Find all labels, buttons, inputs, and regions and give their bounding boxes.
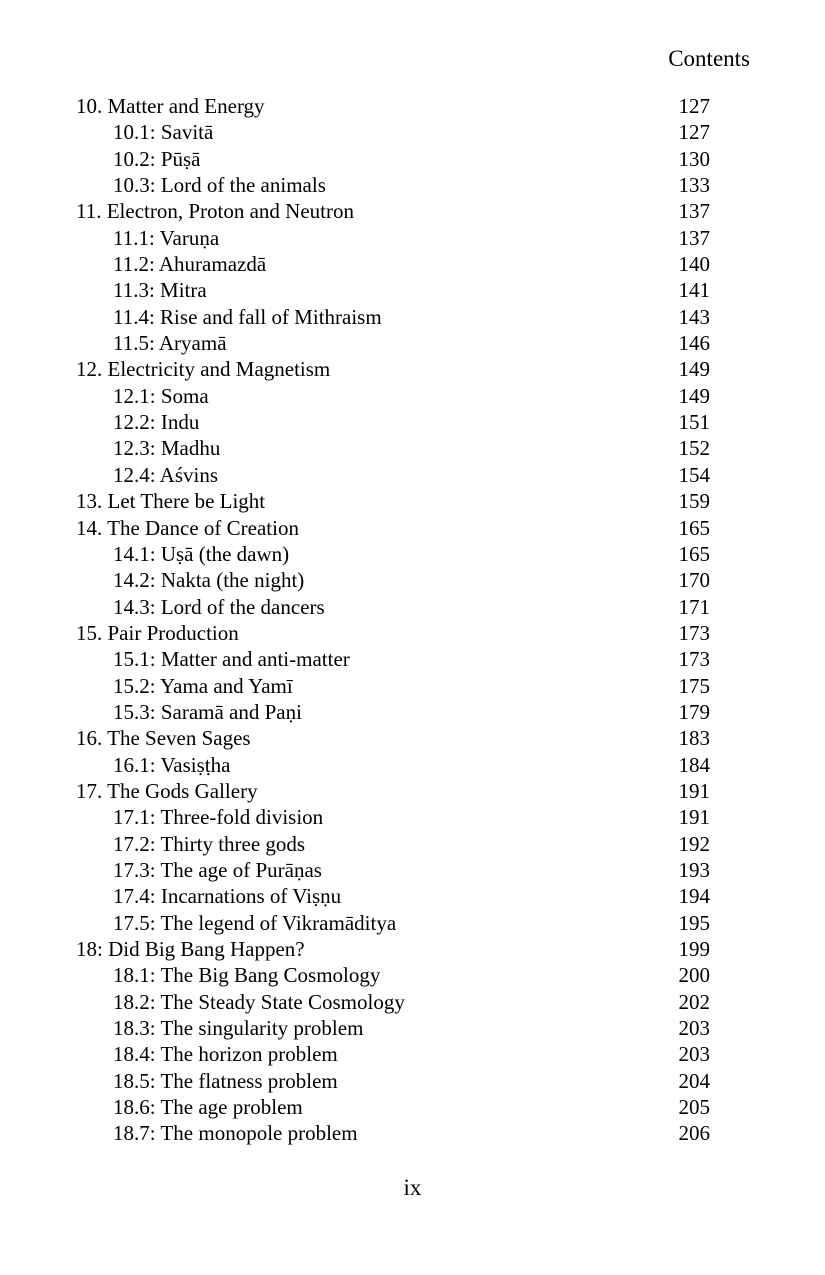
toc-entry-page-number: 175 (678, 673, 710, 698)
toc-section-entry (76, 435, 710, 461)
toc-entry-title: 15.1: Matter and anti-matter (113, 647, 350, 672)
toc-section-entry (76, 646, 710, 672)
toc-chapter-entry (76, 356, 710, 382)
toc-entry-title: 12.1: Soma (113, 383, 209, 408)
toc-section-entry (76, 567, 710, 593)
toc-entry-page-number: 184 (678, 752, 710, 777)
toc-entry-page-number: 204 (678, 1068, 710, 1093)
toc-entry-title: 11.2: Ahuramazdā (113, 252, 267, 277)
toc-entry-title: 11.4: Rise and fall of Mithraism (113, 304, 382, 329)
toc-entry-page-number: 165 (678, 515, 710, 540)
toc-entry-page-number: 170 (678, 568, 710, 593)
toc-section-entry (76, 673, 710, 699)
toc-entry-page-number: 149 (678, 357, 710, 382)
toc-entry-title: 12.4: Aśvins (113, 462, 219, 487)
toc-entry-title: 10.1: Savitā (113, 120, 214, 145)
toc-entry-page-number: 205 (678, 1095, 710, 1120)
toc-section-entry (76, 119, 710, 145)
toc-entry-title: 18.7: The monopole problem (113, 1121, 358, 1146)
toc-entry-page-number: 159 (678, 489, 710, 514)
toc-section-entry (76, 383, 710, 409)
running-head: Contents (668, 46, 750, 71)
toc-section-entry (76, 225, 710, 251)
toc-section-entry (76, 883, 710, 909)
toc-entry-title: 17.3: The age of Purāṇas (113, 857, 322, 882)
toc-chapter-entry (76, 620, 710, 646)
toc-chapter-entry (76, 488, 710, 514)
toc-entry-page-number: 141 (678, 278, 710, 303)
toc-entry-title: 16.1: Vasiṣṭha (113, 752, 231, 777)
toc-section-entry (76, 277, 710, 303)
toc-section-entry (76, 962, 710, 988)
toc-entry-page-number: 127 (678, 120, 710, 145)
toc-entry-page-number: 130 (678, 146, 710, 171)
toc-entry-page-number: 151 (678, 410, 710, 435)
toc-section-entry (76, 1120, 710, 1146)
toc-entry-title: 18.6: The age problem (113, 1095, 303, 1120)
toc-entry-title: 18.2: The Steady State Cosmology (113, 989, 405, 1014)
toc-chapter-entry (76, 198, 710, 224)
toc-entry-page-number: 154 (678, 462, 710, 487)
toc-chapter-entry (76, 725, 710, 751)
toc-section-entry (76, 699, 710, 725)
toc-entry-page-number: 127 (678, 94, 710, 118)
toc-section-entry (76, 1015, 710, 1041)
toc-entry-page-number: 199 (678, 937, 710, 961)
toc-entry-title: 11.3: Mitra (113, 278, 207, 303)
toc-entry-page-number: 191 (678, 778, 710, 803)
table-of-contents (76, 93, 710, 1147)
toc-section-entry (76, 989, 710, 1015)
toc-entry-page-number: 140 (678, 252, 710, 277)
toc-entry-title: 11.5: Aryamā (113, 331, 227, 356)
toc-entry-page-number: 192 (678, 831, 710, 856)
toc-entry-title: 17. The Gods Gallery (76, 778, 258, 803)
toc-entry-title: 18.1: The Big Bang Cosmology (113, 963, 381, 988)
toc-entry-title: 14.1: Uṣā (the dawn) (113, 541, 290, 566)
toc-entry-title: 17.5: The legend of Vikramāditya (113, 910, 397, 935)
toc-entry-page-number: 203 (678, 1042, 710, 1067)
toc-section-entry (76, 409, 710, 435)
toc-entry-page-number: 179 (678, 699, 710, 724)
toc-entry-title: 12.3: Madhu (113, 436, 221, 461)
toc-entry-title: 18.5: The flatness problem (113, 1068, 338, 1093)
toc-entry-page-number: 171 (678, 594, 710, 619)
toc-entry-page-number: 200 (678, 963, 710, 988)
toc-section-entry (76, 857, 710, 883)
toc-entry-title: 15.3: Saramā and Paṇi (113, 699, 302, 724)
toc-entry-page-number: 193 (678, 857, 710, 882)
toc-chapter-entry (76, 936, 710, 962)
toc-section-entry (76, 594, 710, 620)
toc-entry-title: 10. Matter and Energy (76, 94, 265, 118)
toc-entry-title: 17.4: Incarnations of Viṣṇu (113, 884, 342, 909)
toc-entry-page-number: 133 (678, 173, 710, 198)
toc-entry-title: 10.2: Pūṣā (113, 146, 201, 171)
toc-entry-title: 18: Did Big Bang Happen? (76, 937, 305, 961)
toc-entry-page-number: 137 (678, 225, 710, 250)
toc-section-entry (76, 1094, 710, 1120)
toc-section-entry (76, 831, 710, 857)
toc-section-entry (76, 251, 710, 277)
toc-entry-title: 16. The Seven Sages (76, 726, 251, 751)
toc-section-entry (76, 462, 710, 488)
toc-entry-title: 11. Electron, Proton and Neutron (76, 199, 354, 224)
toc-entry-page-number: 146 (678, 331, 710, 356)
toc-entry-page-number: 195 (678, 910, 710, 935)
toc-entry-title: 11.1: Varuṇa (113, 225, 220, 250)
toc-chapter-entry (76, 778, 710, 804)
toc-entry-page-number: 165 (678, 541, 710, 566)
toc-section-entry (76, 910, 710, 936)
toc-section-entry (76, 752, 710, 778)
toc-entry-title: 13. Let There be Light (76, 489, 266, 514)
toc-chapter-entry (76, 93, 710, 119)
page-number: ix (403, 1175, 422, 1200)
toc-entry-title: 15. Pair Production (76, 620, 239, 645)
toc-entry-title: 17.1: Three-fold division (113, 805, 324, 830)
toc-entry-title: 14.2: Nakta (the night) (113, 568, 305, 593)
toc-entry-title: 12.2: Indu (113, 410, 200, 435)
toc-entry-title: 10.3: Lord of the animals (113, 173, 326, 198)
toc-section-entry (76, 804, 710, 830)
toc-entry-title: 17.2: Thirty three gods (113, 831, 306, 856)
toc-entry-title: 14. The Dance of Creation (76, 515, 299, 540)
toc-section-entry (76, 1041, 710, 1067)
toc-entry-page-number: 137 (678, 199, 710, 224)
toc-entry-title: 15.2: Yama and Yamī (113, 673, 293, 698)
toc-entry-title: 12. Electricity and Magnetism (76, 357, 331, 382)
toc-entry-title: 18.4: The horizon problem (113, 1042, 338, 1067)
toc-entry-page-number: 173 (678, 620, 710, 645)
toc-section-entry (76, 1068, 710, 1094)
toc-section-entry (76, 541, 710, 567)
toc-entry-page-number: 194 (678, 884, 710, 909)
toc-chapter-entry (76, 515, 710, 541)
toc-entry-page-number: 143 (678, 304, 710, 329)
toc-entry-page-number: 191 (678, 805, 710, 830)
toc-entry-title: 18.3: The singularity problem (113, 1016, 364, 1041)
toc-entry-title: 14.3: Lord of the dancers (113, 594, 325, 619)
toc-entry-page-number: 152 (678, 436, 710, 461)
toc-entry-page-number: 149 (678, 383, 710, 408)
toc-entry-page-number: 206 (678, 1121, 710, 1146)
toc-section-entry (76, 304, 710, 330)
toc-section-entry (76, 330, 710, 356)
toc-section-entry (76, 172, 710, 198)
toc-entry-page-number: 173 (678, 647, 710, 672)
toc-section-entry (76, 146, 710, 172)
toc-entry-page-number: 183 (678, 726, 710, 751)
toc-entry-page-number: 202 (678, 989, 710, 1014)
toc-entry-page-number: 203 (678, 1016, 710, 1041)
